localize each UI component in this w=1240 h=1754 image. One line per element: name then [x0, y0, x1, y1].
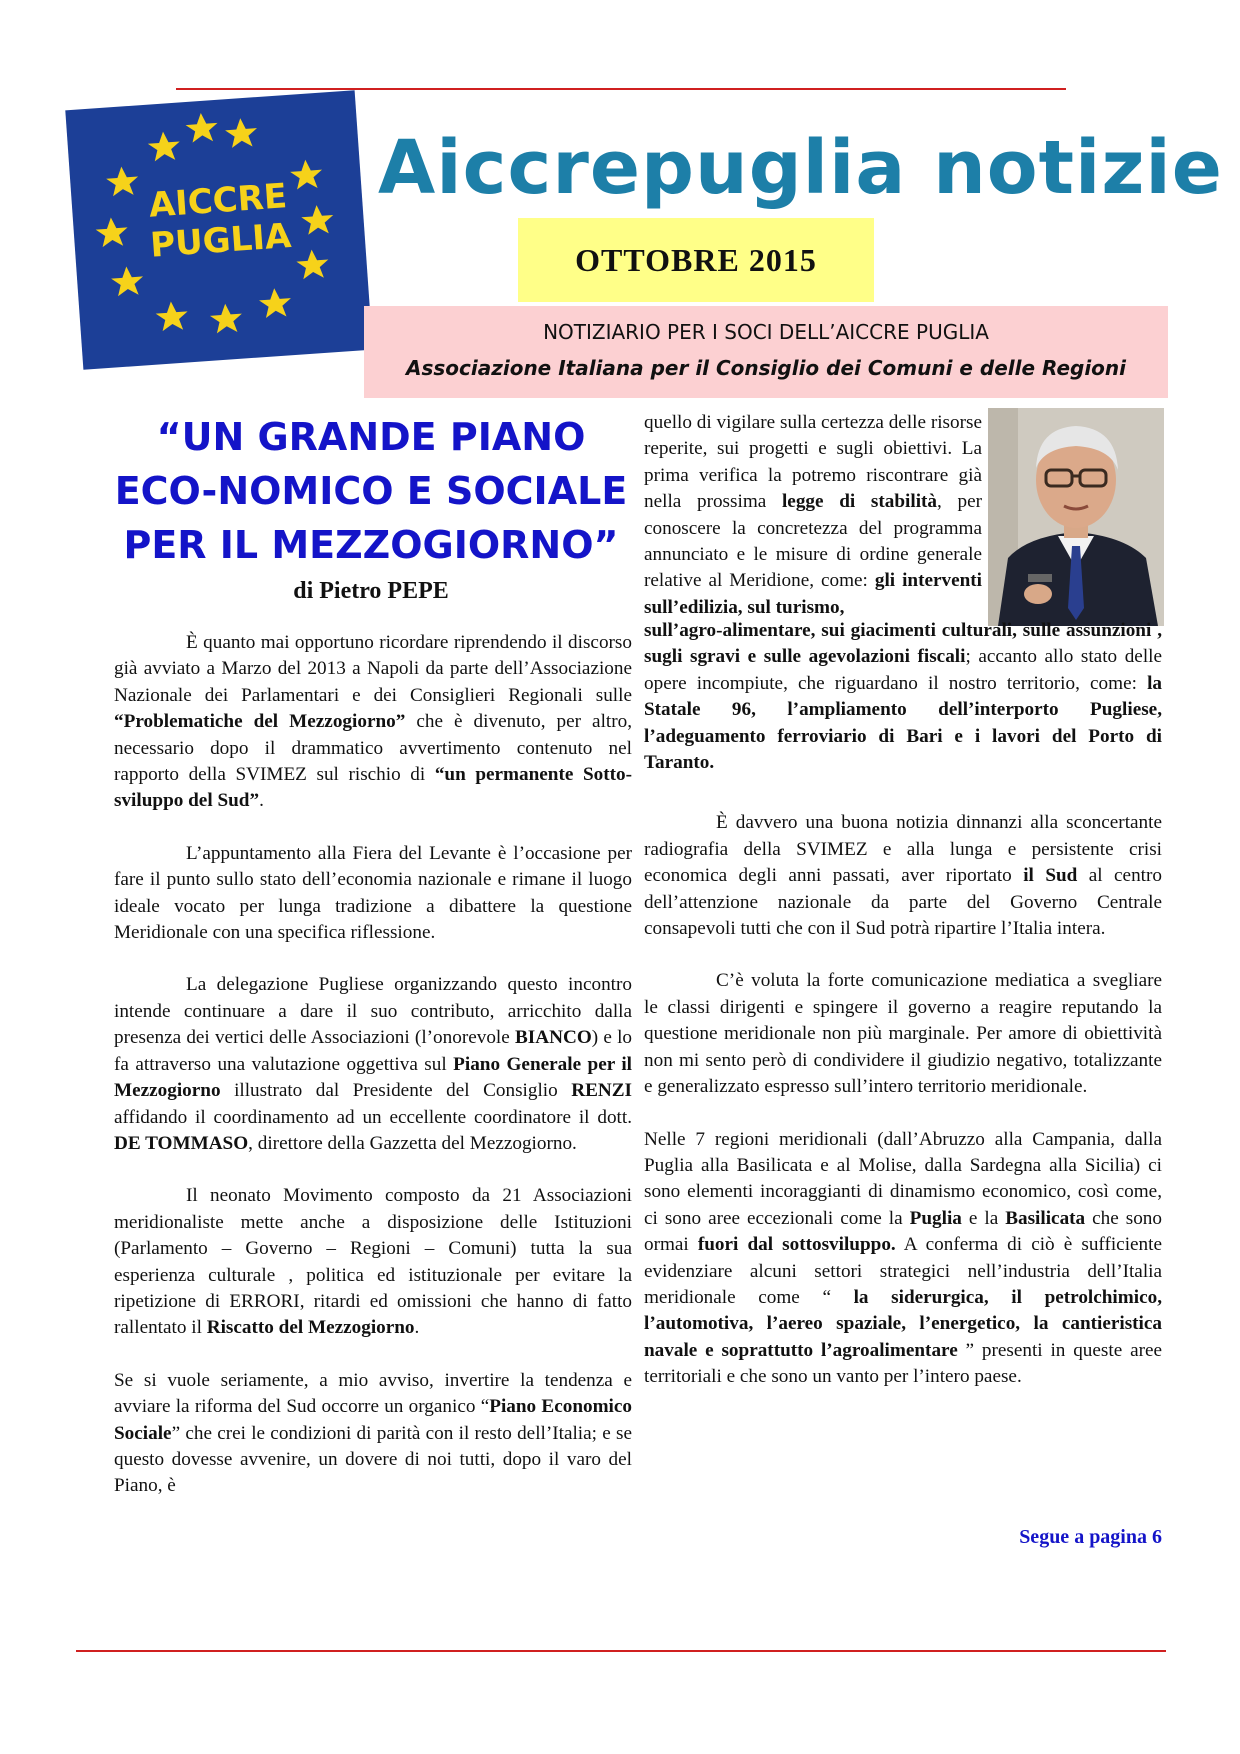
paragraph: La delegazione Pugliese organizzando questo incontro intende continuare a dare il suo contributo, arricchito dalla presenza dei vertici delle Associazioni (l’onorevole BIANCO) e lo fa attraverso una valutazione oggettiva sul Piano Generale per il Mezzogiorno illustrato dal Presidente del Consiglio RENZI affidando il coordinamento ad un eccellente coordinatore il dott. DE TOMMASO, direttore della Gazzetta del Mezzogiorno. [114, 974, 633, 1154]
star-icon [209, 303, 243, 334]
author-portrait-image [988, 408, 1164, 626]
newsletter-title: Aiccrepuglia notizie [378, 125, 1223, 211]
article-column-right-top [644, 410, 982, 621]
aiccre-puglia-logo [65, 90, 372, 370]
subtitle-banner [364, 306, 1168, 398]
star-icon [296, 248, 330, 279]
paragraph: quello di vigilare sulla certezza delle risorse reperite, sui progetti e sugli obiettivi. La prima verifica la potremo riscontrare già nella prossima legge di stabilità, per conoscere la concretezza del programma annunciato e le misure di ordine generale relative al Meridione, come: gli interventi sull’edilizia, sul turismo, [644, 412, 983, 618]
paragraph: È davvero una buona notizia dinnanzi alla sconcertante radiografia della SVIMEZ e alla lunga e persistente crisi economica degli anni passati, aver riportato il Sud al centro dell’attenzione nazionale da parte del Governo Centrale consapevoli tutti che con il Sud potrà ripartire l’Italia intera. [644, 812, 1162, 940]
star-icon [95, 216, 129, 247]
paragraph: È quanto mai opportuno ricordare riprendendo il discorso già avviato a Marzo del 2013 a Napoli da parte dell’Associazione Nazionale dei Parlamentari e dei Consiglieri Regionali sulle “Problematiche del Mezzogiorno” che è divenuto, per altro, necessario dopo il drammatico avvertimento contenuto nel rapporto della SVIMEZ sul rischio di “un permanente Sotto-sviluppo del Sud”. [114, 632, 633, 812]
paragraph: Nelle 7 regioni meridionali (dall’Abruzzo alla Campania, dalla Puglia alla Basilicata e al Molise, dalla Sardegna alla Sicilia) ci sono elementi incoraggianti di dinamismo economico, così come, ci sono aree eccezionali come la Puglia e la Basilicata che sono ormai fuori dal sottosviluppo. A conferma di ciò è sufficiente evidenziare alcuni settori strategici nell’industria dell’Italia meridionale come “ la siderurgica, il petrolchimico, l’automotiva, l’aereo spaziale, l’energetico, la cantieristica navale e soprattutto l’agroalimentare ” presenti in queste aree territoriali e che sono un vanto per l’intero paese. [644, 1128, 1163, 1388]
paragraph: Il neonato Movimento composto da 21 Associazioni meridionaliste mette anche a disposizione delle Istituzioni (Parlamento – Governo – Regioni – Comuni) tutta la sua esperienza culturale , politica ed istituzionale per evitare la ripetizione di ERRORI, ritardi ed omissioni che hanno di fatto rallentato il Riscatto del Mezzogiorno. [114, 1185, 632, 1339]
paragraph: C’è voluta la forte comunicazione mediatica a svegliare le classi dirigenti e spingere il governo a reagire reputando la questione meridionale non più marginale. Per amore di obiettività non mi sento però di condividere il giudizio negativo, totalizzante e generalizzato espresso sull’intero territorio meridionale. [644, 970, 1162, 1098]
author-photo [988, 408, 1164, 626]
logo-text-line1: AICCRE [147, 176, 289, 226]
logo-stars-graphic [65, 90, 372, 370]
star-icon [110, 265, 144, 296]
paragraph: Se si vuole seriamente, a mio avviso, invertire la tendenza e avviare la riforma del Sud occorre un organico “Piano Economico Sociale” che crei le condizioni di parità con il resto dell’Italia; e se questo dovesse avvenire, un dovere di noi tutti, dopo il varo del Piano, è [114, 1369, 633, 1497]
star-icon [258, 287, 292, 318]
article-byline: di Pietro PEPE [293, 578, 449, 604]
star-icon [224, 117, 258, 148]
logo-text-line2: PUGLIA [149, 216, 293, 266]
issue-date: OTTOBRE 2015 [518, 218, 874, 302]
paragraph: sull’agro-alimentare, sui giacimenti culturali, sulle assunzioni , sugli sgravi e sulle agevolazioni fiscali; accanto allo stato delle opere incompiute, che riguardano il nostro territorio, come: la Statale 96, l’ampliamento dell’interporto Pugliese, l’adeguamento ferroviario di Bari e i lavori del Porto di Taranto. [644, 620, 1162, 774]
article-headline: “UN GRANDE PIANO ECO-NOMICO E SOCIALE PER IL MEZZOGIORNO” [114, 415, 628, 567]
bottom-divider [76, 1650, 1166, 1652]
star-icon [155, 300, 189, 331]
top-divider [176, 88, 1066, 90]
continued-on-page-link[interactable]: Segue a pagina 6 [1019, 1526, 1162, 1548]
star-icon [185, 112, 219, 143]
article-column-right [644, 618, 1162, 1417]
star-icon [147, 131, 181, 162]
subtitle-line2: Associazione Italiana per il Consiglio dei Comuni e delle Regioni [405, 356, 1127, 380]
star-icon [289, 159, 323, 190]
paragraph: L’appuntamento alla Fiera del Levante è l’occasione per fare il punto sullo stato dell’economia nazionale e rimane il luogo ideale vocato per lunga tradizione a dibattere la questione Meridionale con una specifica riflessione. [114, 842, 632, 944]
subtitle-line1: NOTIZIARIO PER I SOCI DELL’AICCRE PUGLIA [543, 320, 989, 344]
star-icon [105, 166, 139, 197]
article-column-left [114, 630, 632, 1526]
star-icon [301, 204, 335, 235]
